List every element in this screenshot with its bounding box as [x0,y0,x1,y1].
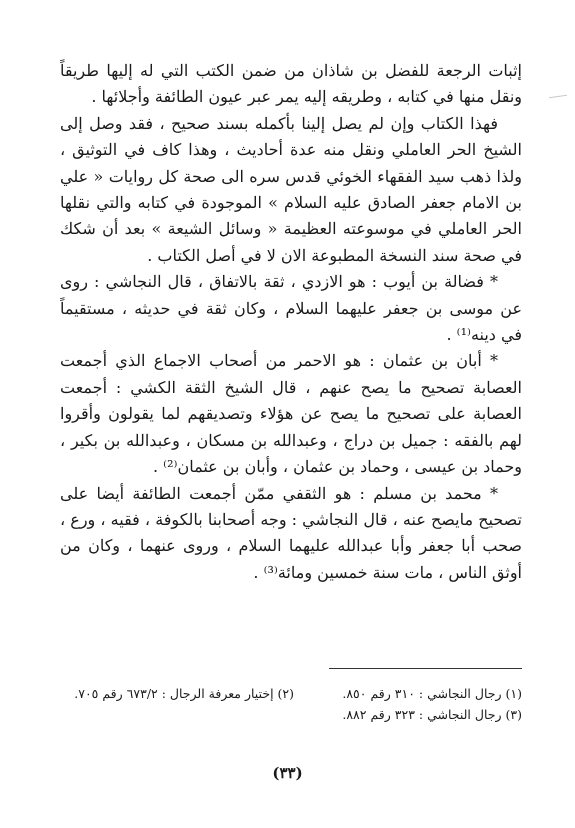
footnote-3: (٣) رجال النجاشي : ٣٢٣ رقم ٨٨٢. [342,707,522,722]
footnote-divider [329,668,522,669]
footnotes [60,683,522,725]
paragraph-2: فهذا الكتاب وإن لم يصل إلينا بأكمله بسند صحيح ، فقد وصل إلى الشيخ الحر العاملي ونقل منه عدة أحاديث ، وهذا كاف في التوثيق ، ولذا ذهب سيد الفقهاء الخوئي قدس سره الى صحة كل روايات « علي بن الامام جعفر الصادق عليه السلام » الموجودة في كتابه والتي نقلها الحر العاملي في موسوعته العظيمة « وسائل الشيعة » بعد أن شكك في صحة سند النسخة المطبوعة الان لا في أصل الكتاب . [60,113,522,265]
entry-aban-bin-uthman: * أبان بن عثمان : هو الاحمر من أصحاب الاجماع الذي أجمعت العصابة تصحيح ما يصح عنهم ، قال الشيخ الثقة الكشي : أجمعت العصابة على تصحيح ما يصح عن هؤلاء وتصديقهم لما يقولون وأقروا لهم بالفقه : جميل بن دراج ، وعبدالله بن مسكان ، وعبدالله بن بكير ، وحماد بن عيسى ، وحماد بن عثمان ، وأبان بن عثمان⁽²⁾ . [60,351,522,477]
page-number: (٣٣) [272,764,303,782]
paragraph-1: إثبات الرجعة للفضل بن شاذان من ضمن الكتب التي له إليها طريقاً ونقل منها في كتابه ، وطريقه إليه يمر عبر عيون الطائفة وأجلائها . [60,61,522,107]
footnote-row-2 [60,704,522,725]
footnote-1: (١) رجال النجاشي : ٣١٠ رقم ٨٥٠. [342,686,522,701]
main-text [60,58,522,586]
footnote-2: (٢) إختيار معرفة الرجال : ٦٧٣/٢ رقم ٧٠٥. [74,686,294,701]
footnote-row-1 [60,683,522,704]
entry-muhammad-bin-muslim: * محمد بن مسلم : هو الثقفي ممّن أجمعت الطائفة أيضا على تصحيح مايصح عنه ، قال النجاشي : وجه أصحابنا بالكوفة ، فقيه ، ورع ، صحب أبا جعفر وأبا عبدالله عليهما السلام ، وروى عنهما ، وكان من أوثق الناس ، مات سنة خمسين ومائة⁽³⁾ . [60,483,523,582]
entry-fudala-bin-ayyub: * فضالة بن أيوب : هو الازدي ، ثقة بالاتفاق ، قال النجاشي : روى عن موسى بن جعفر عليهما السلام ، وكان ثقة في حديثه ، مستقيماً في دينه⁽¹⁾ . [60,272,522,345]
scan-edge-mark [549,95,567,98]
